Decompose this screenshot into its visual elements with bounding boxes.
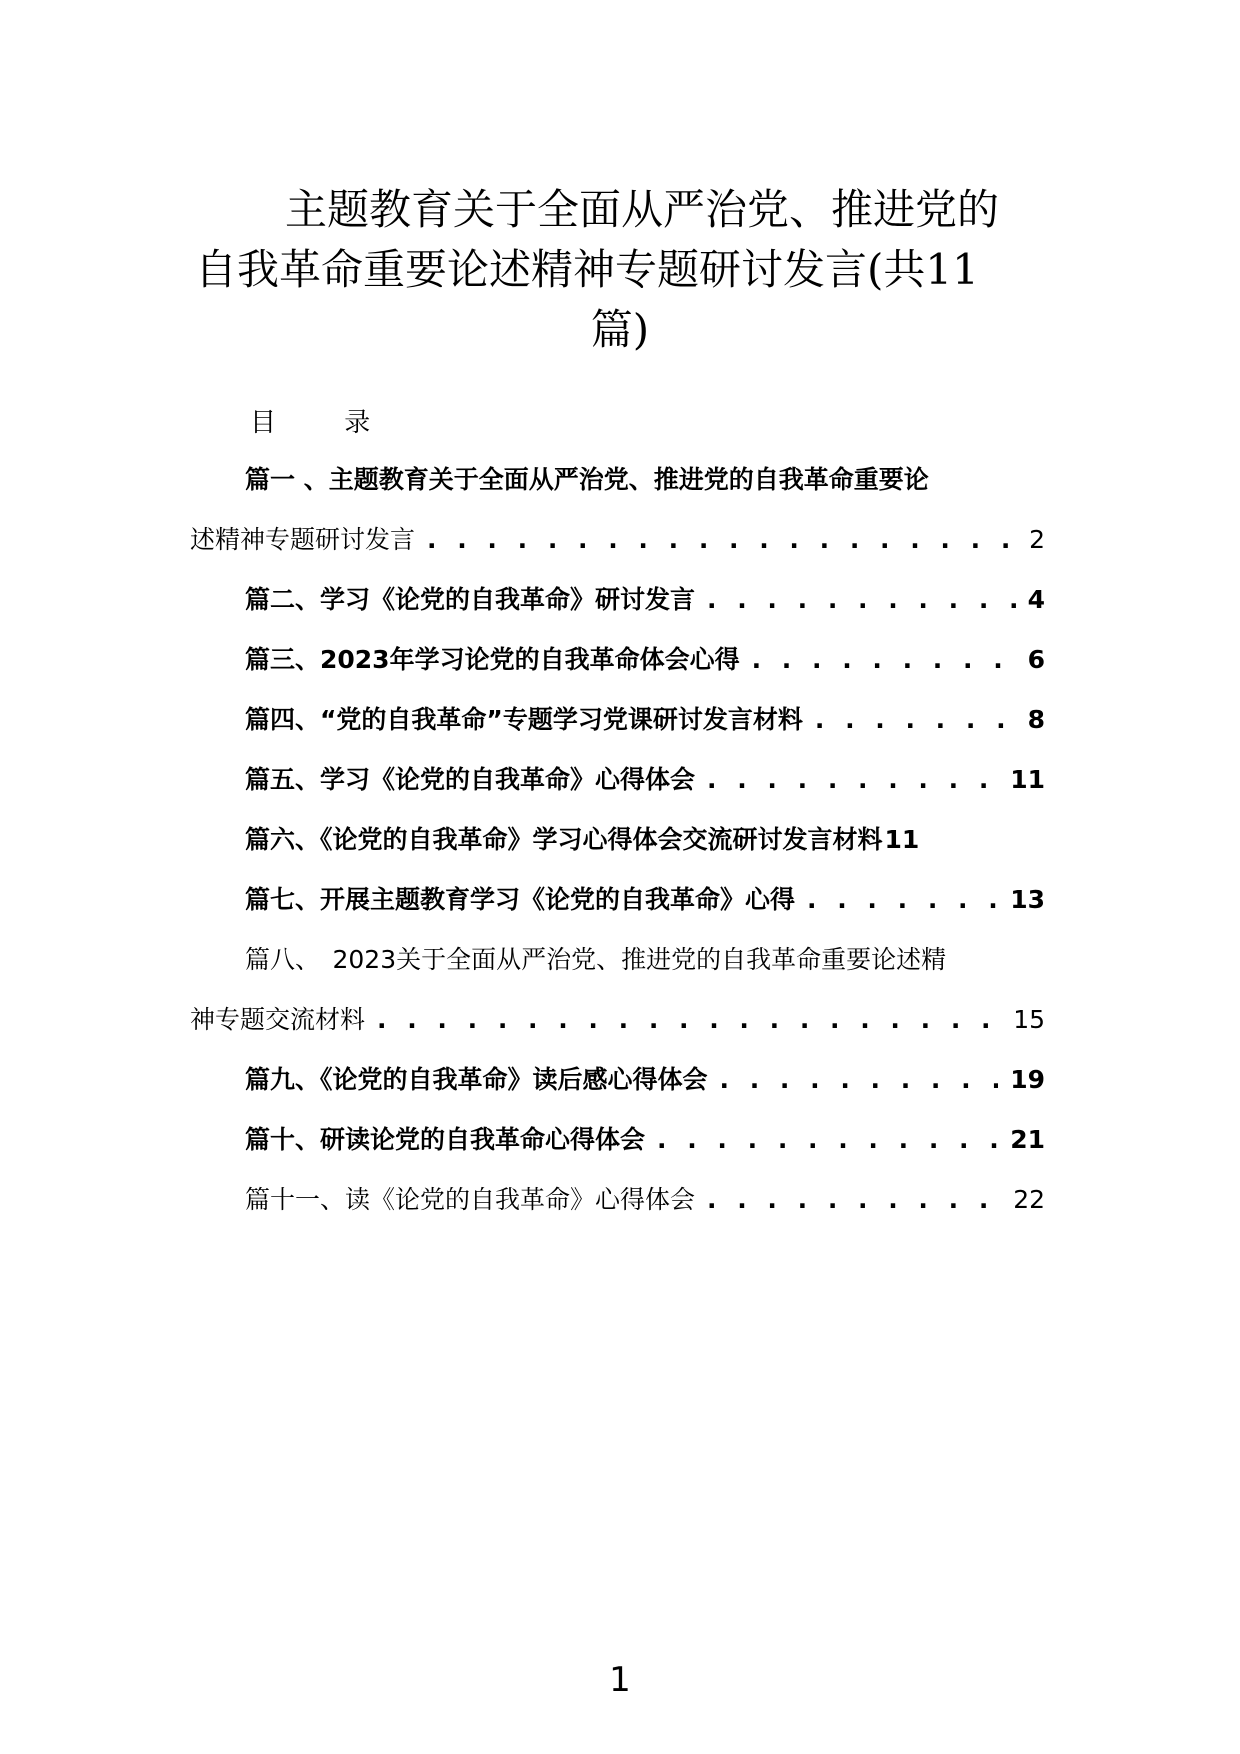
toc-entry-title: 述精神专题研讨发言 bbox=[190, 525, 416, 554]
toc-entry-title: 篇一 、主题教育关于全面从严治党、推进党的自我革命重要论 bbox=[245, 465, 929, 494]
toc-entry-8-line-2[interactable] bbox=[190, 1000, 1045, 1036]
toc-entry-title: 篇六、《论党的自我革命》学习心得体会交流研讨发言材料 bbox=[245, 825, 883, 854]
toc-leader-dots bbox=[657, 1125, 998, 1154]
toc-entry-1-line-2[interactable] bbox=[190, 520, 1045, 556]
toc-page-number: 13 bbox=[1010, 885, 1045, 914]
toc-entry-title: 篇二、学习《论党的自我革命》研讨发言 bbox=[245, 585, 696, 614]
toc-page-number: 21 bbox=[1010, 1125, 1045, 1154]
toc-entry-6[interactable] bbox=[245, 820, 1045, 856]
title-line-1: 主题教育关于全面从严治党、推进党的 bbox=[285, 185, 1000, 234]
toc-leader-dots bbox=[707, 765, 998, 794]
toc-entry-2[interactable] bbox=[245, 580, 1045, 616]
toc-page-number: 11 bbox=[1010, 765, 1045, 794]
toc-leader-dots bbox=[752, 645, 1016, 674]
toc-entry-4[interactable] bbox=[245, 700, 1045, 736]
toc-entry-title: 篇三、2023年学习论党的自我革命体会心得 bbox=[245, 645, 740, 674]
toc-heading: 目 录 bbox=[250, 408, 401, 438]
toc-entry-title: 篇十一、读《论党的自我革命》心得体会 bbox=[245, 1185, 696, 1214]
toc-page-number: 8 bbox=[1027, 705, 1045, 734]
toc-leader-dots bbox=[707, 1185, 1001, 1214]
document-title bbox=[185, 180, 1055, 360]
title-line-2: 自我革命重要论述精神专题研讨发言(共11 bbox=[195, 245, 979, 294]
page-number: 1 bbox=[609, 1660, 631, 1700]
toc-leader-dots bbox=[815, 705, 1016, 734]
toc-page-number: 4 bbox=[1027, 585, 1045, 614]
toc-entry-title: 篇八、 2023关于全面从严治党、推进党的自我革命重要论述精 bbox=[245, 945, 947, 974]
toc-page-number: 11 bbox=[884, 825, 920, 854]
toc-entry-10[interactable] bbox=[245, 1120, 1045, 1156]
toc-entry-1-line-1[interactable] bbox=[245, 460, 1045, 496]
toc-entry-5[interactable] bbox=[245, 760, 1045, 796]
toc-leader-dots bbox=[720, 1065, 999, 1094]
toc-page-number: 22 bbox=[1013, 1185, 1045, 1214]
toc-entry-3[interactable] bbox=[245, 640, 1045, 676]
toc-page-number: 2 bbox=[1029, 525, 1045, 554]
toc-entry-title: 神专题交流材料 bbox=[190, 1005, 366, 1034]
toc-leader-dots bbox=[707, 585, 1016, 614]
toc-entry-7[interactable] bbox=[245, 880, 1045, 916]
toc-entry-title: 篇九、《论党的自我革命》读后感心得体会 bbox=[245, 1065, 708, 1094]
toc-entry-title: 篇四、“党的自我革命”专题学习党课研讨发言材料 bbox=[245, 705, 803, 734]
toc-entry-title: 篇十、研读论党的自我革命心得体会 bbox=[245, 1125, 646, 1154]
toc-entry-8-line-1[interactable] bbox=[245, 940, 1045, 976]
toc-entry-title: 篇七、开展主题教育学习《论党的自我革命》心得 bbox=[245, 885, 796, 914]
toc-leader-dots bbox=[427, 525, 1017, 554]
title-line-3: 篇) bbox=[590, 305, 650, 354]
toc-leader-dots bbox=[377, 1005, 1001, 1034]
toc-leader-dots bbox=[807, 885, 998, 914]
toc-entry-9[interactable] bbox=[245, 1060, 1045, 1096]
toc-page-number: 6 bbox=[1027, 645, 1045, 674]
toc-entry-11[interactable] bbox=[245, 1180, 1045, 1216]
toc-page-number: 19 bbox=[1010, 1065, 1045, 1094]
toc-page-number: 15 bbox=[1013, 1005, 1045, 1034]
toc-entry-title: 篇五、学习《论党的自我革命》心得体会 bbox=[245, 765, 696, 794]
